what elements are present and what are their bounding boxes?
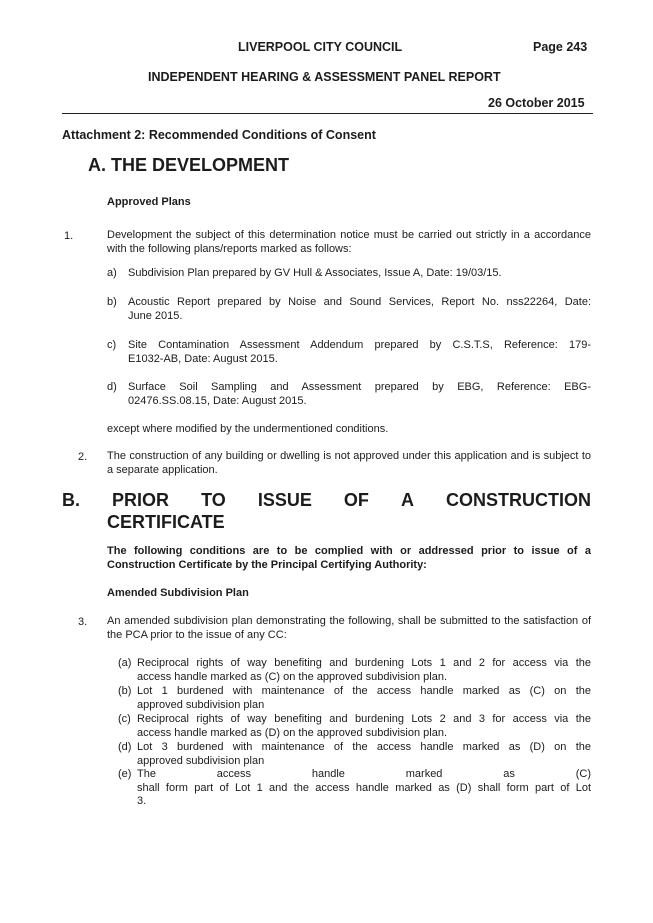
section-b-heading: B. PRIOR TO ISSUE OF A CONSTRUCTION xyxy=(62,490,591,510)
item-3c-label: (c) xyxy=(118,713,131,725)
item-1d-text: Surface Soil Sampling and Assessment prepared by EBG, Reference: EBG- 02476.SS.08.15, Date: August 2015. xyxy=(128,381,591,407)
item-3d-label: (d) xyxy=(118,741,132,753)
item-3e-text: The access handle marked as (C) shall form part of Lot 1 and the access handle marked as (D) shall form part of Lot 3. xyxy=(137,768,591,807)
item-1a-label: a) xyxy=(107,267,117,279)
item-2-text: The construction of any building or dwelling is not approved under this application and is subject to a separate application. xyxy=(107,450,591,476)
item-1-text: Development the subject of this determination notice must be carried out strictly in a accordance with the following plans/reports marked as follows: xyxy=(107,229,591,255)
section-b-intro: The following conditions are to be complied with or addressed prior to issue of a Construction Certificate by the Principal Certifying Authority: xyxy=(107,545,591,571)
approved-plans-subheading: Approved Plans xyxy=(107,196,191,208)
item-1-number: 1. xyxy=(64,230,74,242)
item-1d-label: d) xyxy=(107,381,117,393)
item-3d-text: Lot 3 burdened with maintenance of the access handle marked as (D) on the approved subdivision plan xyxy=(137,741,591,767)
attachment-title: Attachment 2: Recommended Conditions of Consent xyxy=(62,128,376,142)
item-2-number: 2. xyxy=(78,451,88,463)
item-3-text: An amended subdivision plan demonstrating the following, shall be submitted to the satisfaction of the PCA prior to the issue of any CC: xyxy=(107,615,591,641)
item-3-number: 3. xyxy=(78,616,88,628)
item-3a-text: Reciprocal rights of way benefiting and burdening Lots 1 and 2 for access via the access handle marked as (C) on the approved subdivision plan. xyxy=(137,657,591,683)
header-rule xyxy=(62,113,593,114)
section-a-heading: A. THE DEVELOPMENT xyxy=(88,155,290,175)
item-1a-text: Subdivision Plan prepared by GV Hull & Associates, Issue A, Date: 19/03/15. xyxy=(128,267,502,279)
item-1c-text: Site Contamination Assessment Addendum prepared by C.S.T.S, Reference: 179- E1032-AB, Date: August 2015. xyxy=(128,339,591,365)
item-1-except-text: except where modified by the undermentioned conditions. xyxy=(107,423,389,435)
council-name: LIVERPOOL CITY COUNCIL xyxy=(238,40,403,54)
item-3e-label: (e) xyxy=(118,768,132,780)
section-b-heading-line2: CERTIFICATE xyxy=(107,512,225,532)
item-3b-text: Lot 1 burdened with maintenance of the access handle marked as (C) on the approved subdivision plan xyxy=(137,685,591,711)
item-1b-text: Acoustic Report prepared by Noise and Sound Services, Report No. nss22264, Date: June 2015. xyxy=(128,296,591,322)
amended-plan-subheading: Amended Subdivision Plan xyxy=(107,587,249,599)
report-title: INDEPENDENT HEARING & ASSESSMENT PANEL REPORT xyxy=(148,70,501,84)
report-date: 26 October 2015 xyxy=(488,96,585,110)
item-3a-label: (a) xyxy=(118,657,132,669)
item-3c-text: Reciprocal rights of way benefiting and burdening Lots 2 and 3 for access via the access handle marked as (D) on the approved subdivision plan. xyxy=(137,713,591,739)
item-3b-label: (b) xyxy=(118,685,132,697)
item-3e-line1: The access handle marked as (C) xyxy=(137,768,591,780)
item-1b-label: b) xyxy=(107,296,117,308)
item-1c-label: c) xyxy=(107,339,117,351)
page-number: Page 243 xyxy=(533,40,588,54)
